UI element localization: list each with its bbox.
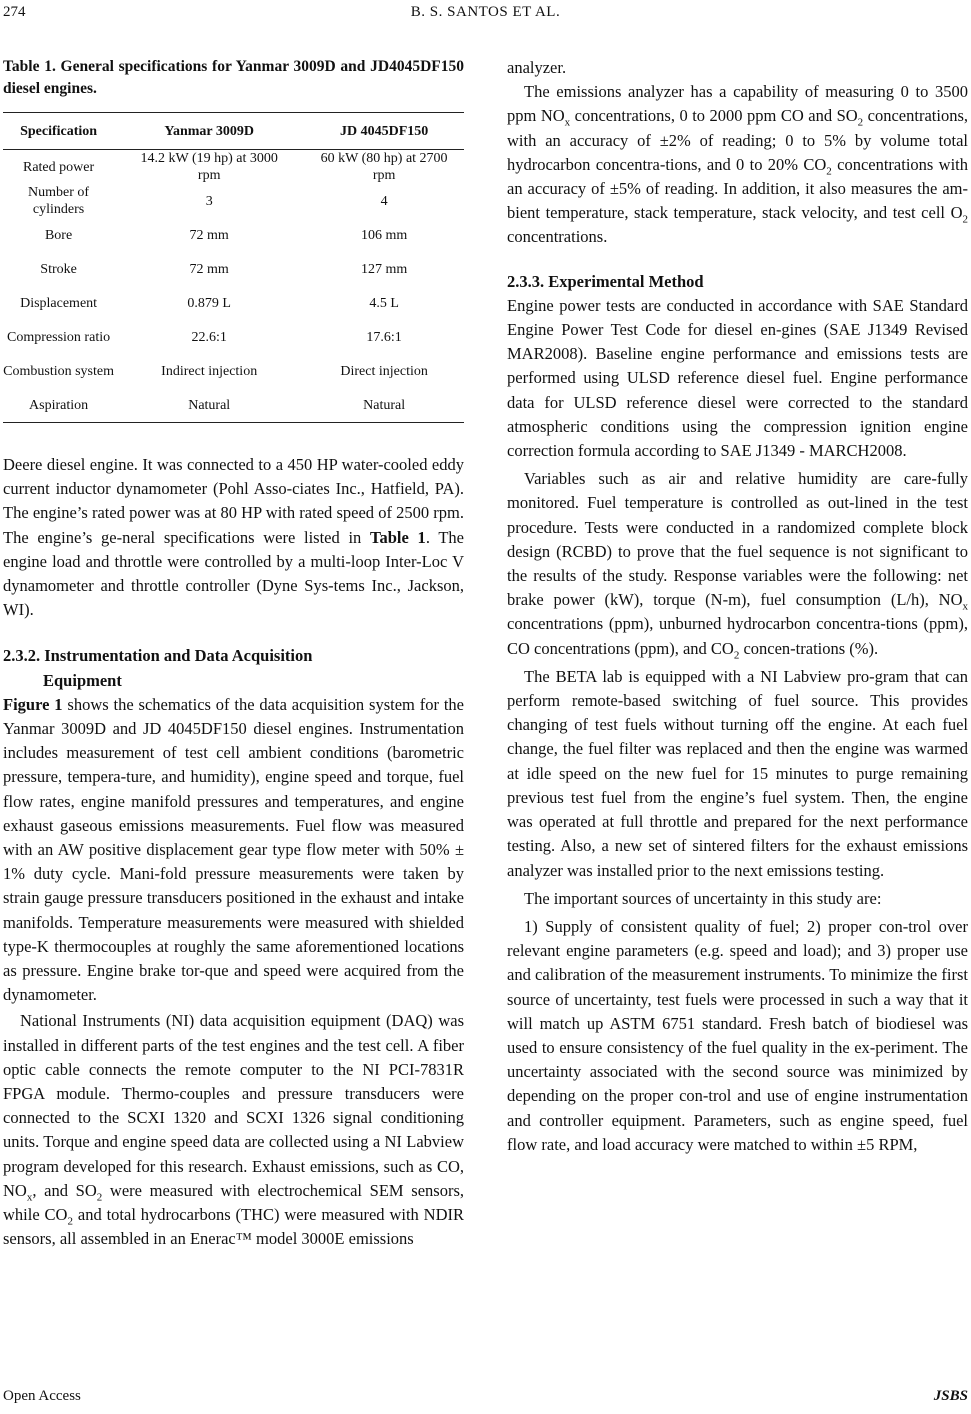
- table-cell: Natural: [304, 388, 464, 423]
- paragraph: The important sources of uncertainty in this study are:: [524, 888, 882, 908]
- text-run: concentrations.: [507, 227, 608, 247]
- paragraph: [3, 453, 464, 622]
- table-header-cell: Specification: [3, 113, 114, 150]
- page-header: [0, 4, 971, 26]
- table-cell: Stroke: [40, 261, 77, 277]
- paragraph: [3, 693, 464, 1008]
- table-row: [3, 150, 464, 185]
- subscript: x: [26, 1191, 33, 1204]
- table-cell: Compression ratio: [7, 329, 111, 345]
- table-cell: 72 mm: [189, 261, 229, 277]
- table-cell: 22.6:1: [191, 329, 227, 345]
- figure-reference: Figure 1: [3, 694, 63, 714]
- table-cell: 106 mm: [360, 227, 408, 243]
- text-run: National Instruments (NI) data acquisition equipment (DAQ) was installed in different parts of the test engines and the test cell. A fiber optic cable connects the remote computer to the NI PCI-7831R FPGA module. Thermo-couples and pressure transducers were connected to the SCXI 1320 and SCXI 1326 signal conditioning units. Torque and engine speed data are collected using a NI Labview program developed for this research. Exhaust emissions, such as CO, NO: [3, 1011, 464, 1200]
- text-run: concentrations (ppm), unburned hydrocarbon concentra-tions (ppm), CO concentrations (ppm), and CO: [507, 614, 968, 658]
- table-cell: 4: [380, 193, 388, 209]
- table-cell: Combustion system: [3, 363, 114, 379]
- table-row: [3, 218, 464, 252]
- table-cell: Indirect injection: [161, 363, 258, 379]
- table-cell: Natural: [114, 388, 304, 423]
- table-row: [3, 286, 464, 320]
- subscript: 2: [826, 165, 832, 178]
- table-cell: Number of cylinders: [28, 185, 90, 217]
- paragraph: analyzer.: [507, 58, 567, 77]
- subscript: x: [962, 600, 968, 613]
- page-number: 274: [3, 4, 26, 20]
- text-run: concentrations, 0 to 2000 ppm CO and SO: [570, 106, 858, 126]
- text-run: , and SO: [32, 1180, 97, 1200]
- paragraph: [3, 1009, 464, 1251]
- table-cell: 0.879 L: [187, 295, 231, 311]
- specifications-table: [3, 112, 464, 423]
- subscript: 2: [962, 213, 968, 226]
- subscript: 2: [96, 1191, 103, 1204]
- table-cell: Displacement: [20, 295, 98, 311]
- paragraph: Engine power tests are conducted in accordance with SAE Standard Engine Power Test Code for diesel en-gines (SAE J1349 Revised MAR2008). Baseline engine performance and emissions tests are performed using ULSD reference diesel fuel. Engine performance data for ULSD reference diesel were corrected to the standard atmospheric conditions using the compression ignition engine correction formula according to SAE J1349 - MARCH2008.: [507, 295, 968, 461]
- footer-access-label: Open Access: [3, 1388, 81, 1404]
- table-caption: Table 1. General specifications for Yanmar 3009D and JD4045DF150 diesel engines.: [3, 58, 464, 97]
- table-cell: 4.5 L: [369, 295, 399, 311]
- table-cell: 60 kW (80 hp) at 2700 rpm: [320, 151, 448, 183]
- left-column: [3, 56, 464, 1252]
- subscript: 2: [67, 1215, 73, 1228]
- text-run: Deere diesel engine. It was connected to a 450 HP water-cooled eddy current inductor dynamometer (Pohl Asso-ciates Inc., Hatfield, PA). The engine’s rated power was at 80 HP with rated speed of 2500 rpm. The engine’s ge-neral specifications were listed in: [3, 455, 464, 547]
- table-row: [3, 252, 464, 286]
- paragraph: [507, 80, 968, 249]
- text-run: The emissions analyzer has a capability of measuring 0 to 3500 ppm NO: [507, 82, 968, 126]
- table-row: [3, 388, 464, 423]
- text-run: Variables such as air and relative humidity are care-fully monitored. Fuel temperature is controlled as out-lined in the test procedure. Tests were conducted in a randomized complete block design (RCBD) to prove that the fuel sequence is not significant to the results of the study. Response variables were the following: net brake power (kW), torque (N-m), fuel consumption (L/h), NO: [507, 469, 968, 610]
- page-footer: [0, 1388, 971, 1408]
- right-column: [507, 56, 968, 1157]
- paragraph: [507, 467, 968, 661]
- table-header-cell: Yanmar 3009D: [114, 113, 304, 150]
- text-run: shows the schematics of the data acquisition system for the Yanmar 3009D and JD 4045DF150 diesel engines. Instrumentation includes measurement of test cell ambient conditions (barometric pressure, tempera-ture, and humidity), engine speed and torque, fuel flow rates, engine manifold pressures and temperatures, and engine exhaust gaseous emissions measurements. Fuel flow was measured with an AW positive displacement gear type flow meter with 50% ± 1% duty cycle. Mani-fold pressure measurements were taken by strain gauge pressure transducers positioned in the exhaust and intake manifolds. Temperature measurements were measured with shielded type-K thermocouples at roughly the same aforementioned locations as pressure. Engine brake tor-que and speed were acquired from the dynamometer.: [3, 694, 464, 1005]
- table-cell: Direct injection: [340, 363, 428, 379]
- table-cell: 14.2 kW (19 hp) at 3000 rpm: [140, 151, 278, 183]
- running-head: B. S. SANTOS ET AL.: [410, 4, 561, 20]
- table-cell: 17.6:1: [366, 329, 402, 345]
- section-heading-continued: Equipment: [43, 670, 122, 690]
- subscript: 2: [733, 648, 740, 661]
- table-cell: Bore: [44, 227, 73, 243]
- table-cell: Aspiration: [3, 388, 114, 423]
- text-run: were measured with electrochemical SEM sensors, while CO: [3, 1180, 464, 1225]
- text-run: and total hydrocarbons (THC) were measured with NDIR sensors, all assembled in an Enerac™ model 3000E emissions: [3, 1205, 464, 1249]
- table-cell: 127 mm: [360, 261, 408, 277]
- table-cell: 72 mm: [189, 227, 229, 243]
- table-row: [3, 184, 464, 218]
- text-run: concen-trations (%).: [739, 638, 879, 658]
- section-heading: 2.3.3. Experimental Method: [507, 271, 704, 291]
- table-header-row: [3, 113, 464, 150]
- table-row: [3, 354, 464, 388]
- text-run: concentrations, with an accuracy of ±2% of reading; 0 to 5% by volume total hydrocarbon concentra-tions, and 0 to 20% CO: [507, 106, 968, 174]
- table-cell: Rated power: [22, 159, 95, 175]
- table-row: [3, 320, 464, 354]
- subscript: x: [564, 116, 571, 129]
- footer-journal-label: JSBS: [933, 1388, 968, 1404]
- paragraph: The BETA lab is equipped with a NI Labview pro-gram that can perform remote-based switching of fuel source. This provides changing of test fuels without turning off the engine. At each fuel change, the fuel filter was replaced and then the engine was warmed at idle speed on the new fuel for 15 minutes to purge remaining previous test fuel from the engine’s fuel system. Then, the engine was operated at full throttle and prepared for the next performance testing. Also, a new set of sintered filters for the exhaust emissions analyzer was installed prior to the next emissions testing.: [507, 666, 968, 880]
- table-reference: Table 1: [370, 527, 426, 547]
- table-header-cell: JD 4045DF150: [304, 113, 464, 150]
- subscript: 2: [857, 116, 864, 129]
- paragraph: 1) Supply of consistent quality of fuel; 2) proper con-trol over relevant engine parameters (e.g. speed and load); and 3) proper use and calibration of the measurement instruments. To minimize the first source of uncertainty, test fuels were processed in such a way that it will match up ASTM 6751 standard. Fresh batch of biodiesel was used to ensure consistency of the fuel quality in the ex-periment. The uncertainty associated with the second source was minimized by depending on the proper con-trol and use of engine instrumentation and controller equipment. Parameters, such as engine speed, fuel flow rate, and load accuracy were matched to within ±5 RPM,: [507, 916, 968, 1154]
- table-cell: 3: [205, 193, 213, 209]
- text-run: . The engine load and throttle were controlled by a multi-loop Inter-Loc V dynamometer and throttle controller (Dyne Sys-tems Inc., Jackson, WI).: [3, 527, 465, 620]
- text-run: concentrations with an accuracy of ±5% of reading. In addition, it also measures the am-bient temperature, stack temperature, stack velocity, and test cell O: [507, 154, 969, 223]
- section-heading: 2.3.2. Instrumentation and Data Acquisition: [3, 646, 313, 666]
